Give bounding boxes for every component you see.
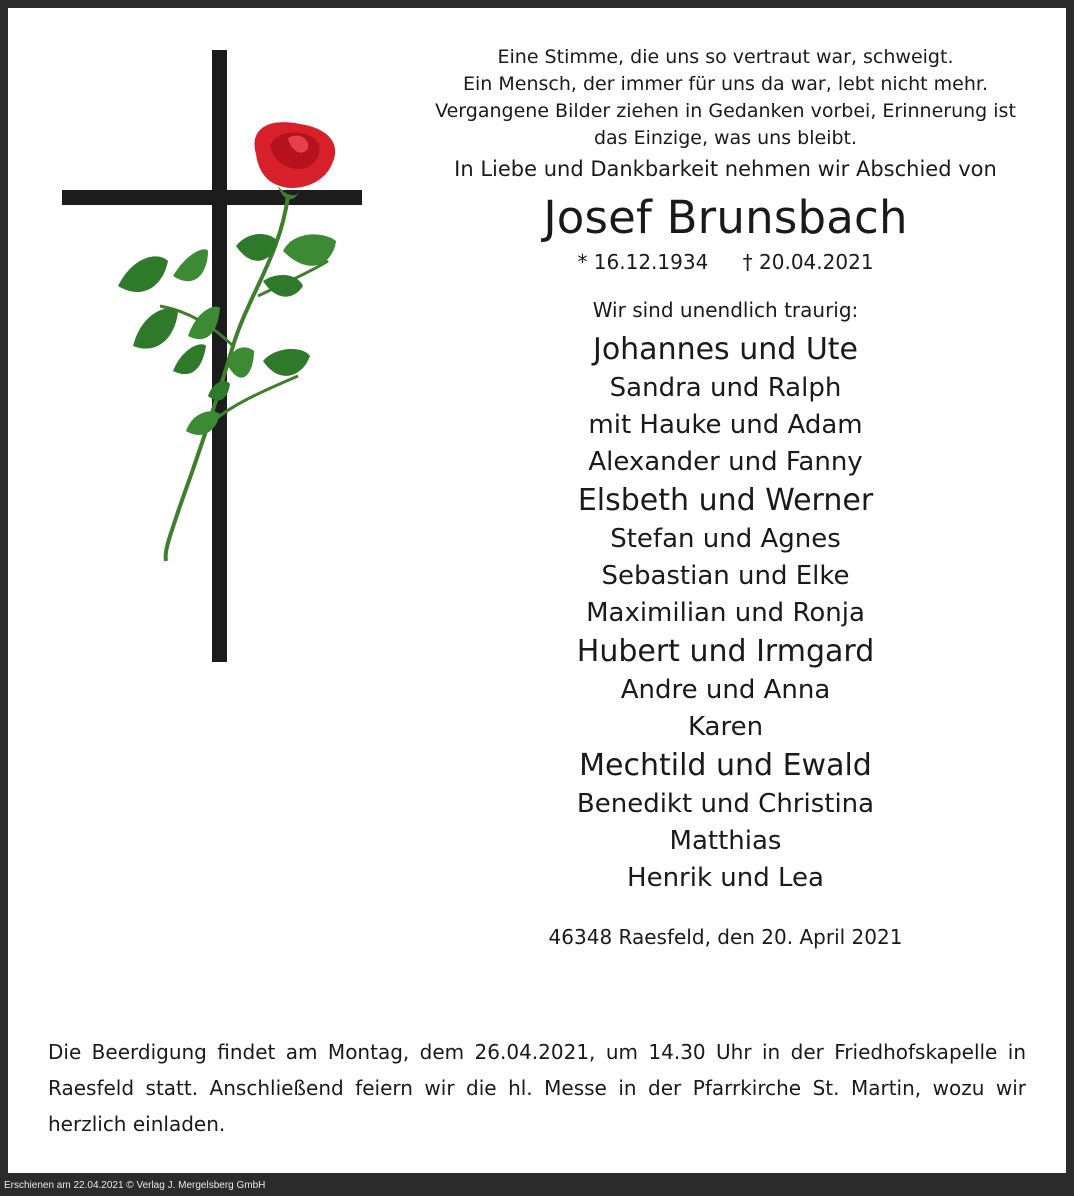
funeral-notice: Die Beerdigung findet am Montag, dem 26.04.2021, um 14.30 Uhr in der Friedhofskapelle in Raesfeld statt. Anschließend feiern wir die hl. Messe in der Pfarrkirche St. Martin, wozu wir herzlich einladen. xyxy=(48,1040,1026,1136)
family-member: Matthias xyxy=(669,826,782,856)
verse-line: das Einzige, was uns bleibt. xyxy=(593,127,858,149)
family-member: Henrik und Lea xyxy=(627,863,824,893)
cross-with-rose-icon xyxy=(48,46,378,676)
family-member: mit Hauke und Adam xyxy=(588,410,863,440)
place-and-date: 46348 Raesfeld, den 20. April 2021 xyxy=(548,925,903,949)
verse-line: Ein Mensch, der immer für uns da war, lebt nicht mehr. xyxy=(463,73,988,95)
family-list xyxy=(413,330,1038,897)
family-head: Mechtild und Ewald xyxy=(579,748,872,783)
obituary-text xyxy=(413,44,1038,951)
deceased-name: Josef Brunsbach xyxy=(543,191,908,244)
life-dates xyxy=(413,248,1038,276)
family-member: Andre und Anna xyxy=(620,675,831,705)
family-member: Maximilian und Ronja xyxy=(586,598,865,628)
mourners-intro: Wir sind unendlich traurig: xyxy=(592,298,859,322)
family-member: Sebastian und Elke xyxy=(601,561,850,591)
verse-line: Vergangene Bilder ziehen in Gedanken vorbei, Erinnerung ist xyxy=(435,100,1016,122)
family-member: Stefan und Agnes xyxy=(610,524,841,554)
farewell-intro: In Liebe und Dankbarkeit nehmen wir Abschied von xyxy=(454,157,997,181)
family-head: Johannes und Ute xyxy=(592,332,859,367)
birth-date: * 16.12.1934 xyxy=(577,250,709,274)
family-member: Karen xyxy=(687,712,764,742)
family-head: Elsbeth und Werner xyxy=(577,483,874,518)
publication-credit: Erschienen am 22.04.2021 © Verlag J. Mergelsberg GmbH xyxy=(4,1180,266,1191)
memorial-verse xyxy=(413,44,1038,152)
family-member: Benedikt und Christina xyxy=(576,789,875,819)
obituary-sheet xyxy=(8,8,1066,1173)
verse-line: Eine Stimme, die uns so vertraut war, schweigt. xyxy=(497,46,954,68)
family-head: Hubert und Irmgard xyxy=(576,634,875,669)
family-member: Alexander und Fanny xyxy=(588,447,863,477)
family-member: Sandra und Ralph xyxy=(609,373,842,403)
death-date: † 20.04.2021 xyxy=(742,250,874,274)
